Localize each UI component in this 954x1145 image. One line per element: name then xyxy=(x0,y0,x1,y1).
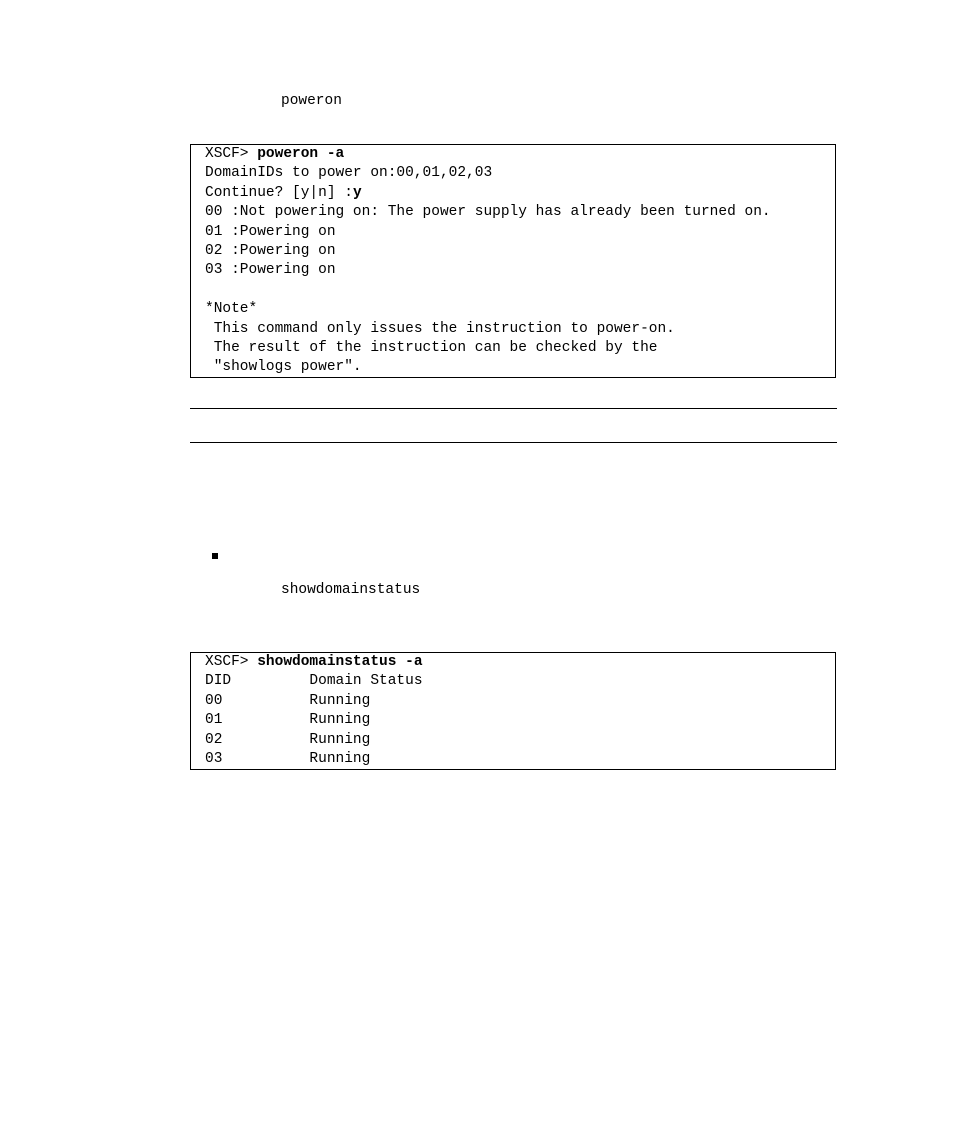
table-row: 00 Running xyxy=(205,692,371,709)
note-line: The result of the instruction can be checked by the xyxy=(205,339,658,356)
command-text: showdomainstatus -a xyxy=(257,654,423,670)
horizontal-rule xyxy=(190,442,837,443)
code-line-prompt xyxy=(205,145,835,164)
code-line: 02 :Powering on xyxy=(205,242,336,259)
note-title: *Note* xyxy=(205,301,258,318)
command-name-poweron: poweron xyxy=(281,93,342,109)
code-line: 00 :Not powering on: The power supply has already been turned on. xyxy=(205,204,771,221)
bullet-icon xyxy=(212,553,218,559)
code-line-blank xyxy=(205,281,835,300)
code-line: 01 :Powering on xyxy=(205,223,336,240)
horizontal-rule xyxy=(190,408,837,409)
table-header: DID Domain Status xyxy=(205,673,423,690)
table-row: 02 Running xyxy=(205,731,371,748)
confirm-answer-text: y xyxy=(352,184,362,201)
code-line-confirm xyxy=(205,184,835,203)
note-line: "showlogs power". xyxy=(205,359,362,376)
prompt-text: XSCF> xyxy=(205,146,258,162)
table-row: 03 Running xyxy=(205,750,371,767)
code-line-prompt xyxy=(205,653,835,672)
command-name-showdomainstatus: showdomainstatus xyxy=(281,582,421,598)
code-line: DomainIDs to power on:00,01,02,03 xyxy=(205,165,493,182)
prompt-text: XSCF> xyxy=(205,654,258,670)
command-text: poweron -a xyxy=(257,146,345,162)
table-row: 01 Running xyxy=(205,712,371,729)
confirm-prompt-text: Continue? [y|n] : xyxy=(205,184,353,201)
note-line: This command only issues the instruction to power-on. xyxy=(205,320,675,337)
code-example-poweron xyxy=(190,144,836,378)
code-example-showdomainstatus xyxy=(190,652,836,770)
code-line: 03 :Powering on xyxy=(205,262,336,279)
